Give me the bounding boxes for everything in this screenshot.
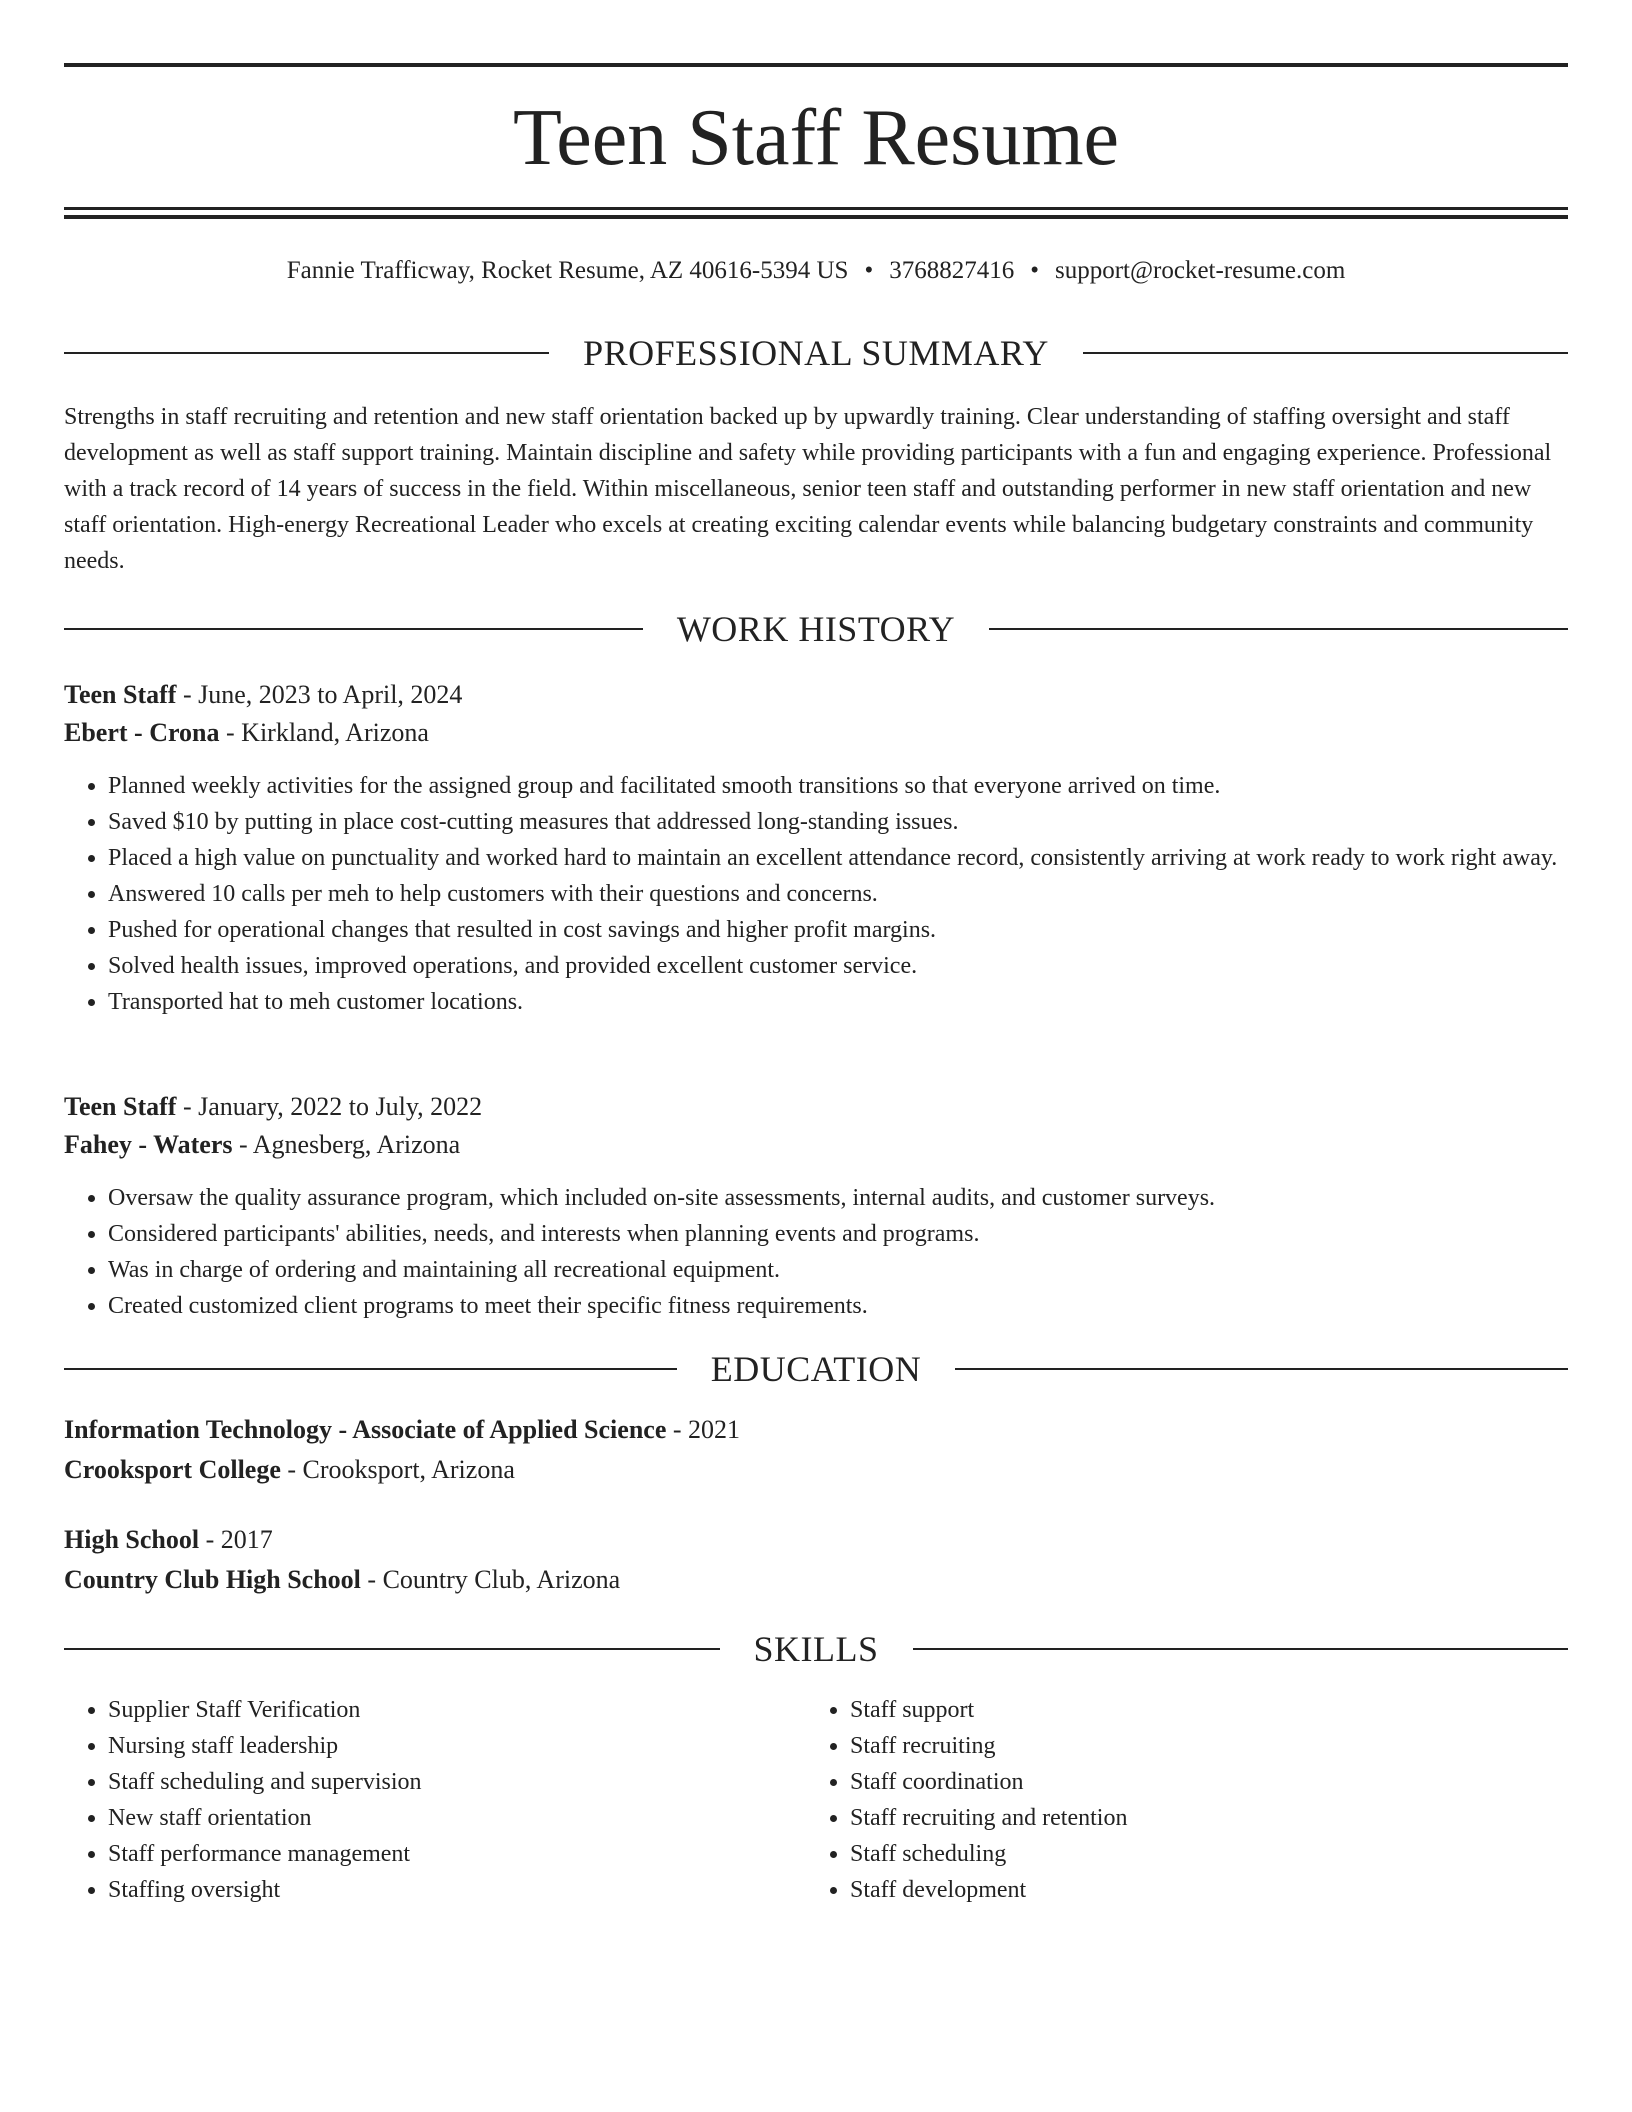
skill-item: • Staff development (850, 1872, 1550, 1908)
heading-rule-left (64, 1368, 677, 1370)
education-1-year: - 2021 (666, 1415, 741, 1444)
heading-rule-left (64, 1648, 720, 1650)
education-1-degree-line (64, 1411, 1568, 1449)
list-item: • Created customized client programs to meet their specific fitness requirements. (108, 1288, 1568, 1324)
job-2-dates: - January, 2022 to July, 2022 (176, 1092, 483, 1121)
page-title: Teen Staff Resume (512, 94, 1120, 182)
job-2-bullets (64, 1180, 1568, 1324)
skill-item: • Nursing staff leadership (108, 1728, 808, 1764)
education-2-degree-line (64, 1521, 1568, 1559)
title-rule-upper (64, 207, 1568, 210)
list-item: • Transported hat to meh customer locations. (108, 984, 1568, 1020)
list-item: • Planned weekly activities for the assigned group and facilitated smooth transitions so that everyone arrived on time. (108, 768, 1568, 804)
heading-rule-right (989, 628, 1568, 630)
education-1-degree: Information Technology - Associate of Applied Science (64, 1415, 667, 1444)
contact-phone: 3768827416 (889, 257, 1015, 284)
job-1-company: Ebert - Crona (64, 718, 220, 747)
skills-heading (64, 1627, 1568, 1671)
skill-item: • Staff support (850, 1692, 1550, 1728)
skill-item: • Staff coordination (850, 1764, 1550, 1800)
skill-item: • Staffing oversight (108, 1872, 808, 1908)
education-heading-label: EDUCATION (710, 1349, 922, 1389)
job-2-title: Teen Staff (64, 1092, 177, 1121)
education-1-school: Crooksport College (64, 1455, 281, 1484)
job-1-bullets (64, 768, 1568, 1020)
summary-heading-label: PROFESSIONAL SUMMARY (583, 333, 1049, 373)
summary-text: Strengths in staff recruiting and retention and new staff orientation backed up by upwardly training. Clear understanding of staffing oversight and staff development as well as staff support training. Maintain discipline and safety while providing participants with a fun and engaging experience. Professional with a track record of 14 years of success in the field. Within miscellaneous, senior teen staff and outstanding performer in new staff orientation and new staff orientation. High-energy Recreational Leader who excels at creating exciting calendar events while balancing budgetary constraints and community needs. (64, 404, 1552, 574)
job-2-location: - Agnesberg, Arizona (232, 1130, 461, 1159)
heading-rule-left (64, 352, 549, 354)
contact-email: support@rocket-resume.com (1055, 257, 1346, 284)
education-heading (64, 1347, 1568, 1391)
top-rule (64, 63, 1568, 67)
title-rule-lower (64, 215, 1568, 219)
list-item: • Considered participants' abilities, needs, and interests when planning events and programs. (108, 1216, 1568, 1252)
list-item: • Placed a high value on punctuality and worked hard to maintain an excellent attendance record, consistently arriving at work ready to work right away. (108, 840, 1568, 876)
skill-item: • Staff recruiting and retention (850, 1800, 1550, 1836)
summary-heading (64, 331, 1568, 375)
education-2-degree: High School (64, 1525, 200, 1554)
job-2-title-line (64, 1088, 1568, 1126)
job-1-title: Teen Staff (64, 680, 177, 709)
education-1-school-line (64, 1451, 1568, 1489)
job-2-company-line (64, 1126, 1568, 1164)
education-1-location: - Crooksport, Arizona (280, 1455, 515, 1484)
job-1-title-line (64, 676, 1568, 714)
skill-item: • New staff orientation (108, 1800, 808, 1836)
contact-line (64, 254, 1568, 288)
work-history-heading-label: WORK HISTORY (676, 609, 956, 649)
contact-separator: • (864, 257, 874, 284)
skill-item: • Staff scheduling (850, 1836, 1550, 1872)
skills-list-right (806, 1692, 1550, 1908)
education-2-year: - 2017 (199, 1525, 273, 1554)
heading-rule-right (1083, 352, 1568, 354)
work-history-heading (64, 607, 1568, 651)
education-2-location: - Country Club, Arizona (360, 1565, 621, 1594)
list-item: • Pushed for operational changes that resulted in cost savings and higher profit margins. (108, 912, 1568, 948)
job-1-location: - Kirkland, Arizona (219, 718, 429, 747)
skill-item: • Staff recruiting (850, 1728, 1550, 1764)
skill-item: • Staff scheduling and supervision (108, 1764, 808, 1800)
skill-item: • Supplier Staff Verification (108, 1692, 808, 1728)
contact-address: Fannie Trafficway, Rocket Resume, AZ 40616-5394 US (286, 257, 849, 284)
list-item: • Solved health issues, improved operations, and provided excellent customer service. (108, 948, 1568, 984)
skills-list-left (64, 1692, 808, 1908)
contact-separator: • (1030, 257, 1039, 284)
job-1-dates: - June, 2023 to April, 2024 (176, 680, 463, 709)
heading-rule-right (955, 1368, 1568, 1370)
skill-item: • Staff performance management (108, 1836, 808, 1872)
education-2-school-line (64, 1561, 1568, 1599)
job-1-company-line (64, 714, 1568, 752)
list-item: • Answered 10 calls per meh to help customers with their questions and concerns. (108, 876, 1568, 912)
list-item: • Was in charge of ordering and maintaining all recreational equipment. (108, 1252, 1568, 1288)
education-2-school: Country Club High School (64, 1565, 361, 1594)
heading-rule-left (64, 628, 643, 630)
list-item: • Saved $10 by putting in place cost-cutting measures that addressed long-standing issues. (108, 804, 1568, 840)
skills-heading-label: SKILLS (753, 1629, 879, 1669)
list-item: • Oversaw the quality assurance program, which included on-site assessments, internal audits, and customer surveys. (108, 1180, 1568, 1216)
job-2-company: Fahey - Waters (64, 1130, 233, 1159)
heading-rule-right (913, 1648, 1569, 1650)
